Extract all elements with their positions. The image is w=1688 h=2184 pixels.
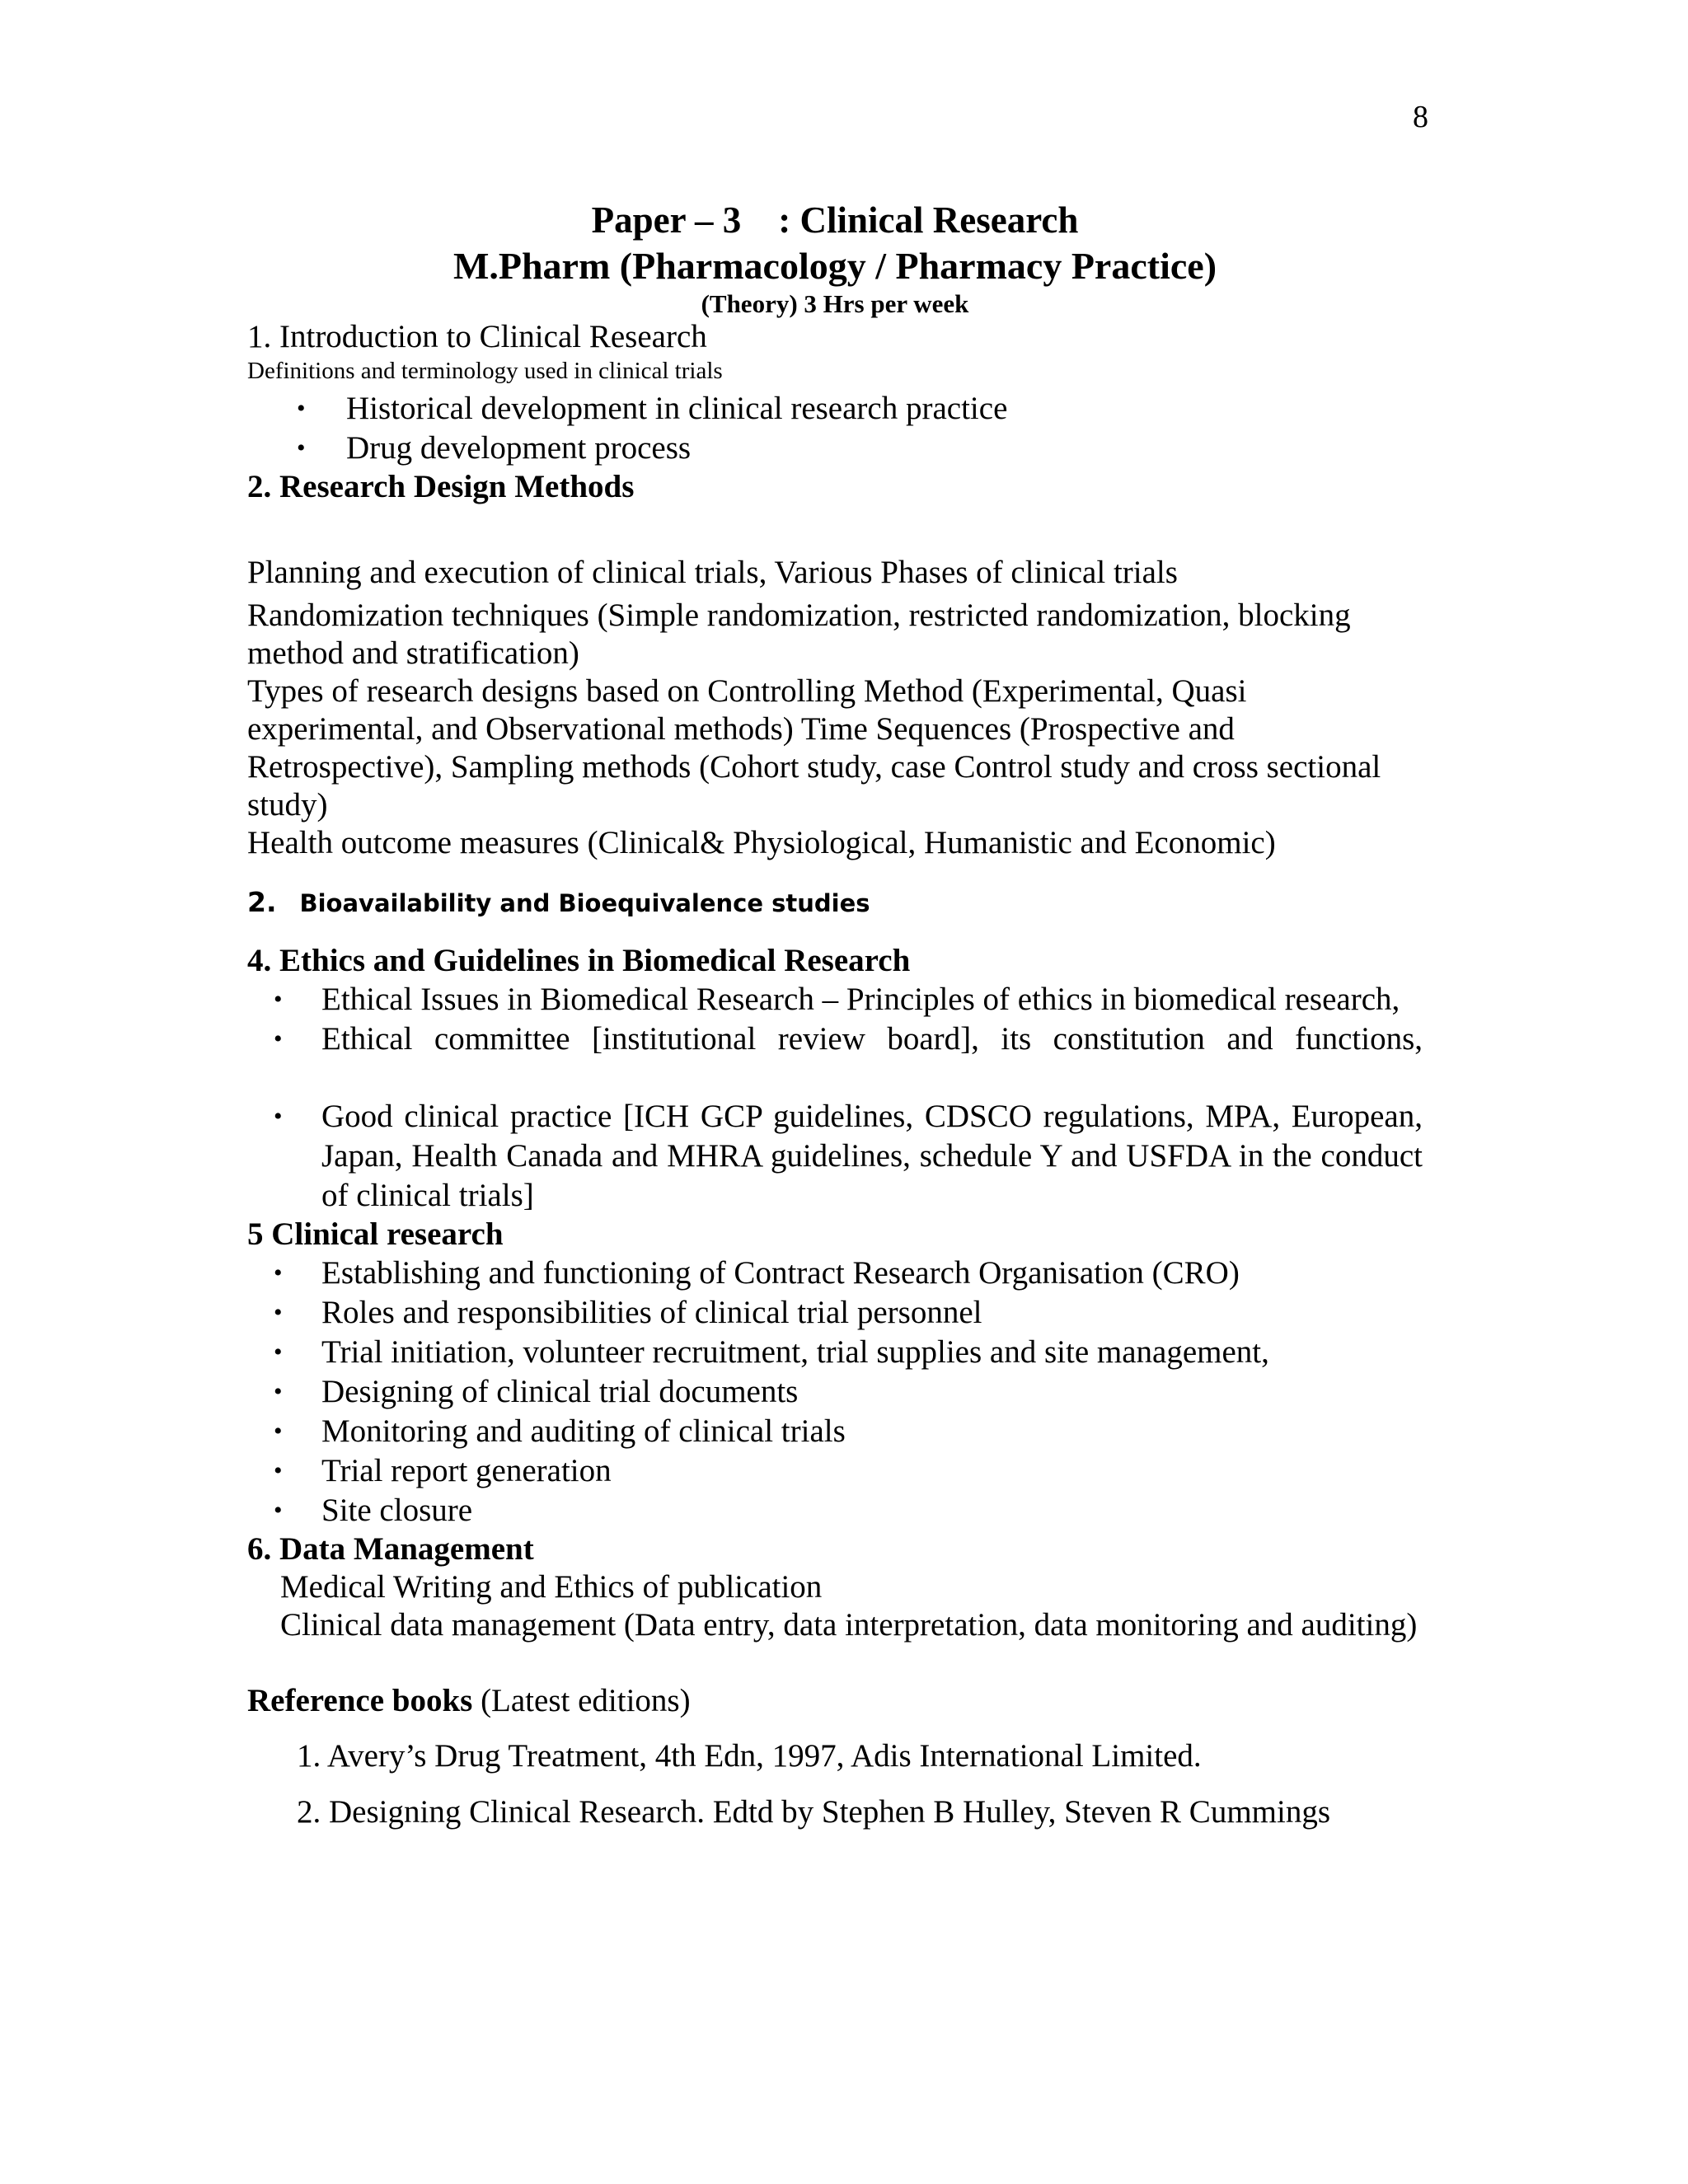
- bullet-icon: •: [274, 1457, 283, 1484]
- bullet-icon: •: [274, 986, 283, 1013]
- section-5-list: [247, 1254, 1423, 1530]
- page-number: 8: [1413, 100, 1428, 134]
- list-item-text: Good clinical practice [ICH GCP guidelines, CDSCO regulations, MPA, European, Japan, Health Canada and MHRA guidelines, schedule Y and USFDA in the conduct of clinical trials]: [321, 1099, 1423, 1213]
- section-1-intro: Definitions and terminology used in clinical trials: [247, 358, 723, 384]
- theory-hours: (Theory) 3 Hrs per week: [701, 289, 969, 318]
- list-item-text: Trial report generation: [321, 1453, 612, 1488]
- list-item: [247, 429, 1423, 468]
- list-item-text: Monitoring and auditing of clinical trials: [321, 1413, 846, 1449]
- list-item-text: Establishing and functioning of Contract Research Organisation (CRO): [321, 1255, 1240, 1291]
- list-item: [247, 980, 1423, 1019]
- list-item-text: Historical development in clinical research practice: [346, 391, 1008, 426]
- list-item: [247, 1097, 1423, 1216]
- references-heading-line: [247, 1682, 1423, 1720]
- bullet-icon: •: [274, 1259, 283, 1286]
- section-3-heading: [247, 883, 1423, 922]
- list-item-text: Ethical committee [institutional review board], its constitution and functions,: [321, 1021, 1423, 1057]
- list-item-text: Drug development process: [346, 430, 692, 466]
- title-block: [247, 198, 1423, 320]
- references-list: [247, 1736, 1423, 1832]
- section-2-line: Planning and execution of clinical trials, Various Phases of clinical trials: [247, 555, 1178, 590]
- bullet-icon: •: [297, 434, 306, 462]
- reference-item: 2. Designing Clinical Research. Edtd by Stephen B Hulley, Steven R Cummings: [297, 1794, 1330, 1830]
- list-item-text: Trial initiation, volunteer recruitment, trial supplies and site management,: [321, 1334, 1269, 1370]
- course-title: M.Pharm (Pharmacology / Pharmacy Practice): [452, 245, 1217, 287]
- section-5-heading: 5 Clinical research: [247, 1216, 504, 1252]
- references-heading: Reference books: [247, 1683, 473, 1718]
- list-item: [247, 1412, 1423, 1451]
- section-6-heading: 6. Data Management: [247, 1531, 534, 1567]
- section-6-line: Medical Writing and Ethics of publication: [280, 1569, 823, 1605]
- bullet-icon: •: [274, 1299, 283, 1326]
- bullet-icon: •: [274, 1338, 283, 1366]
- syllabus-content: [247, 318, 1423, 1849]
- list-item-text: Site closure: [321, 1493, 473, 1528]
- section-1-heading: 1. Introduction to Clinical Research: [247, 319, 707, 354]
- list-item: [247, 1372, 1423, 1412]
- references-note: (Latest editions): [472, 1683, 691, 1718]
- section-2-line: Randomization techniques (Simple randomization, restricted randomization, blocking method and stratification): [247, 598, 1351, 671]
- section-2-line: Types of research designs based on Controlling Method (Experimental, Quasi experimental, and Observational methods) Time Sequences (Prospective and Retrospective), Sampling methods (Cohort study, case Control study and cross sectional study): [247, 673, 1381, 823]
- list-item: [247, 1451, 1423, 1491]
- section-4-list: [247, 980, 1423, 1216]
- list-item-text: Designing of clinical trial documents: [321, 1374, 799, 1409]
- reference-item: 1. Avery’s Drug Treatment, 4th Edn, 1997, Adis International Limited.: [297, 1738, 1202, 1774]
- list-item: [247, 1333, 1423, 1372]
- bullet-icon: •: [274, 1418, 283, 1445]
- bullet-icon: •: [274, 1025, 283, 1052]
- section-2-line: Health outcome measures (Clinical& Physiological, Humanistic and Economic): [247, 825, 1276, 860]
- bullet-icon: •: [274, 1378, 283, 1405]
- section-3-title: Bioavailability and Bioequivalence studies: [299, 889, 870, 917]
- list-item-text: Ethical Issues in Biomedical Research – Principles of ethics in biomedical research,: [321, 982, 1400, 1017]
- list-item: [247, 1019, 1423, 1059]
- section-4-heading: 4. Ethics and Guidelines in Biomedical Research: [247, 943, 911, 978]
- section-1-list: [247, 389, 1423, 468]
- list-item: [247, 1491, 1423, 1530]
- section-6-line: [247, 1606, 1423, 1644]
- bullet-icon: •: [274, 1103, 283, 1130]
- list-item-text: Roles and responsibilities of clinical trial personnel: [321, 1295, 982, 1330]
- list-item: [247, 389, 1423, 429]
- section-3-number: 2.: [247, 886, 277, 918]
- bullet-icon: •: [297, 395, 306, 422]
- paper-title: Paper – 3 : Clinical Research: [591, 199, 1079, 241]
- bullet-icon: •: [274, 1497, 283, 1524]
- section-6-line-text: Clinical data management (Data entry, data interpretation, data monitoring and auditing): [280, 1607, 1418, 1643]
- section-2-heading: 2. Research Design Methods: [247, 469, 635, 504]
- list-item: [247, 1293, 1423, 1333]
- list-item: [247, 1254, 1423, 1293]
